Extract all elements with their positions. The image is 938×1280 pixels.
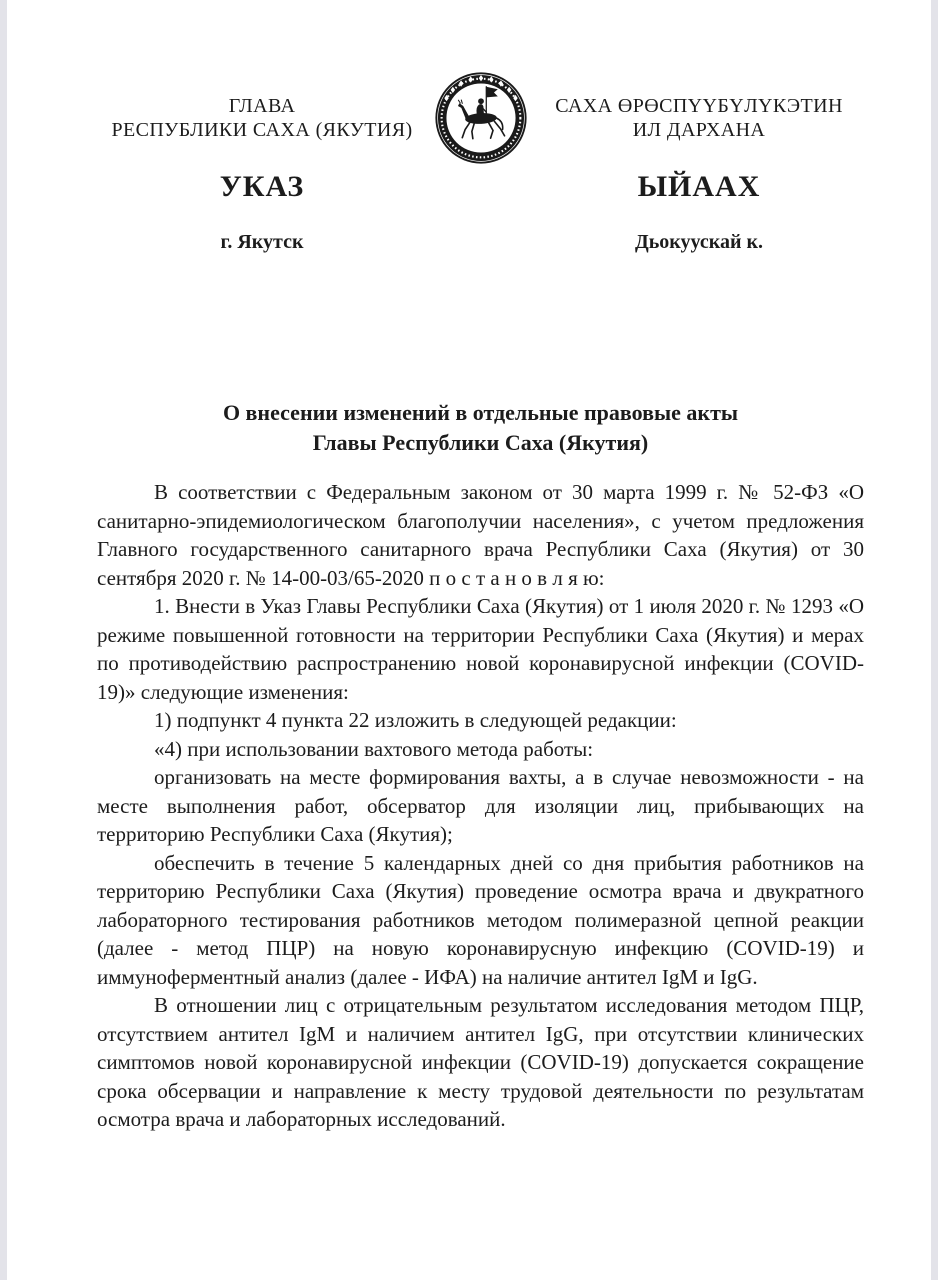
doc-type-russian: УКАЗ xyxy=(219,170,305,203)
org-name-russian-line1: ГЛАВА xyxy=(228,95,296,117)
body-paragraph: 1. Внести в Указ Главы Республики Саха (Якутия) от 1 июля 2020 г. № 1293 «О режиме повышенной готовности на территории Республики Саха (Якутия) и мерах по противодействию распространению новой коронавирусной инфекции (COVID-19)» следующие изменения: xyxy=(97,594,864,704)
scan-edge-left xyxy=(0,0,7,1280)
body-paragraph: 1) подпункт 4 пункта 22 изложить в следующей редакции: xyxy=(154,708,677,732)
city-spacer xyxy=(427,230,534,254)
body-paragraph: «4) при использовании вахтового метода работы: xyxy=(154,736,594,761)
coat-of-arms-icon xyxy=(433,70,529,166)
city-sakha: Дьокуускай к. xyxy=(634,231,764,253)
body-paragraph: обеспечить в течение 5 календарных дней со дня прибытия работников на территорию Республики Саха (Якутия) проведение осмотра врача и двукратного лабораторного тестирования работников методом полимеразной цепной реакции (далее - метод ПЦР) на новую коронавирусную инфекцию (COVID-19) и иммуноферментный анализ (далее - ИФА) на наличие антител IgM и IgG. xyxy=(97,850,864,989)
decree-body xyxy=(97,478,864,1134)
org-name-sakha-line2: ИЛ ДАРХАНА xyxy=(632,119,766,141)
body-paragraph: организовать на месте формирования вахты, а в случае невозможности - на месте выполнения работ, обсерватор для изоляции лиц, прибывающих на территорию Республики Саха (Якутия); xyxy=(97,765,864,846)
scan-edge-right xyxy=(931,0,938,1280)
decree-title-line2: Главы Республики Саха (Якутия) xyxy=(312,430,649,455)
body-paragraph: В отношении лиц с отрицательным результатом исследования методом ПЦР, отсутствием антител IgM и наличием антител IgG, при отсутствии клинических симптомов новой коронавирусной инфекции (COVID-19) допускается сокращение срока обсервации и направление к месту трудовой деятельности по результатам осмотра врача и лабораторных исследований. xyxy=(97,993,864,1131)
doc-type-sakha: ЫЙААХ xyxy=(637,170,761,203)
decree-title xyxy=(97,398,864,458)
org-name-russian xyxy=(97,94,427,142)
doc-type-row xyxy=(97,170,864,204)
city-russian: г. Якутск xyxy=(220,231,304,253)
doc-type-spacer xyxy=(427,170,534,204)
decree-title-line1: О внесении изменений в отдельные правовые акты xyxy=(222,400,739,425)
city-row xyxy=(97,230,864,254)
org-name-russian-line2: РЕСПУБЛИКИ САХА (ЯКУТИЯ) xyxy=(111,119,413,141)
document-content xyxy=(97,0,864,1134)
emblem-container xyxy=(427,70,534,166)
letterhead xyxy=(97,70,864,166)
body-paragraph: В соответствии с Федеральным законом от 30 марта 1999 г. № 52-ФЗ «О санитарно-эпидемиологическом благополучии населения», с учетом предложения Главного государственного санитарного врача Республики Саха (Якутия) от 30 сентября 2020 г. № 14-00-03/65-2020 п о с т а н о в л я ю: xyxy=(97,480,864,590)
org-name-sakha xyxy=(534,94,864,142)
org-name-sakha-line1: САХА ӨРӨСПҮҮБҮЛҮКЭТИН xyxy=(555,95,843,117)
